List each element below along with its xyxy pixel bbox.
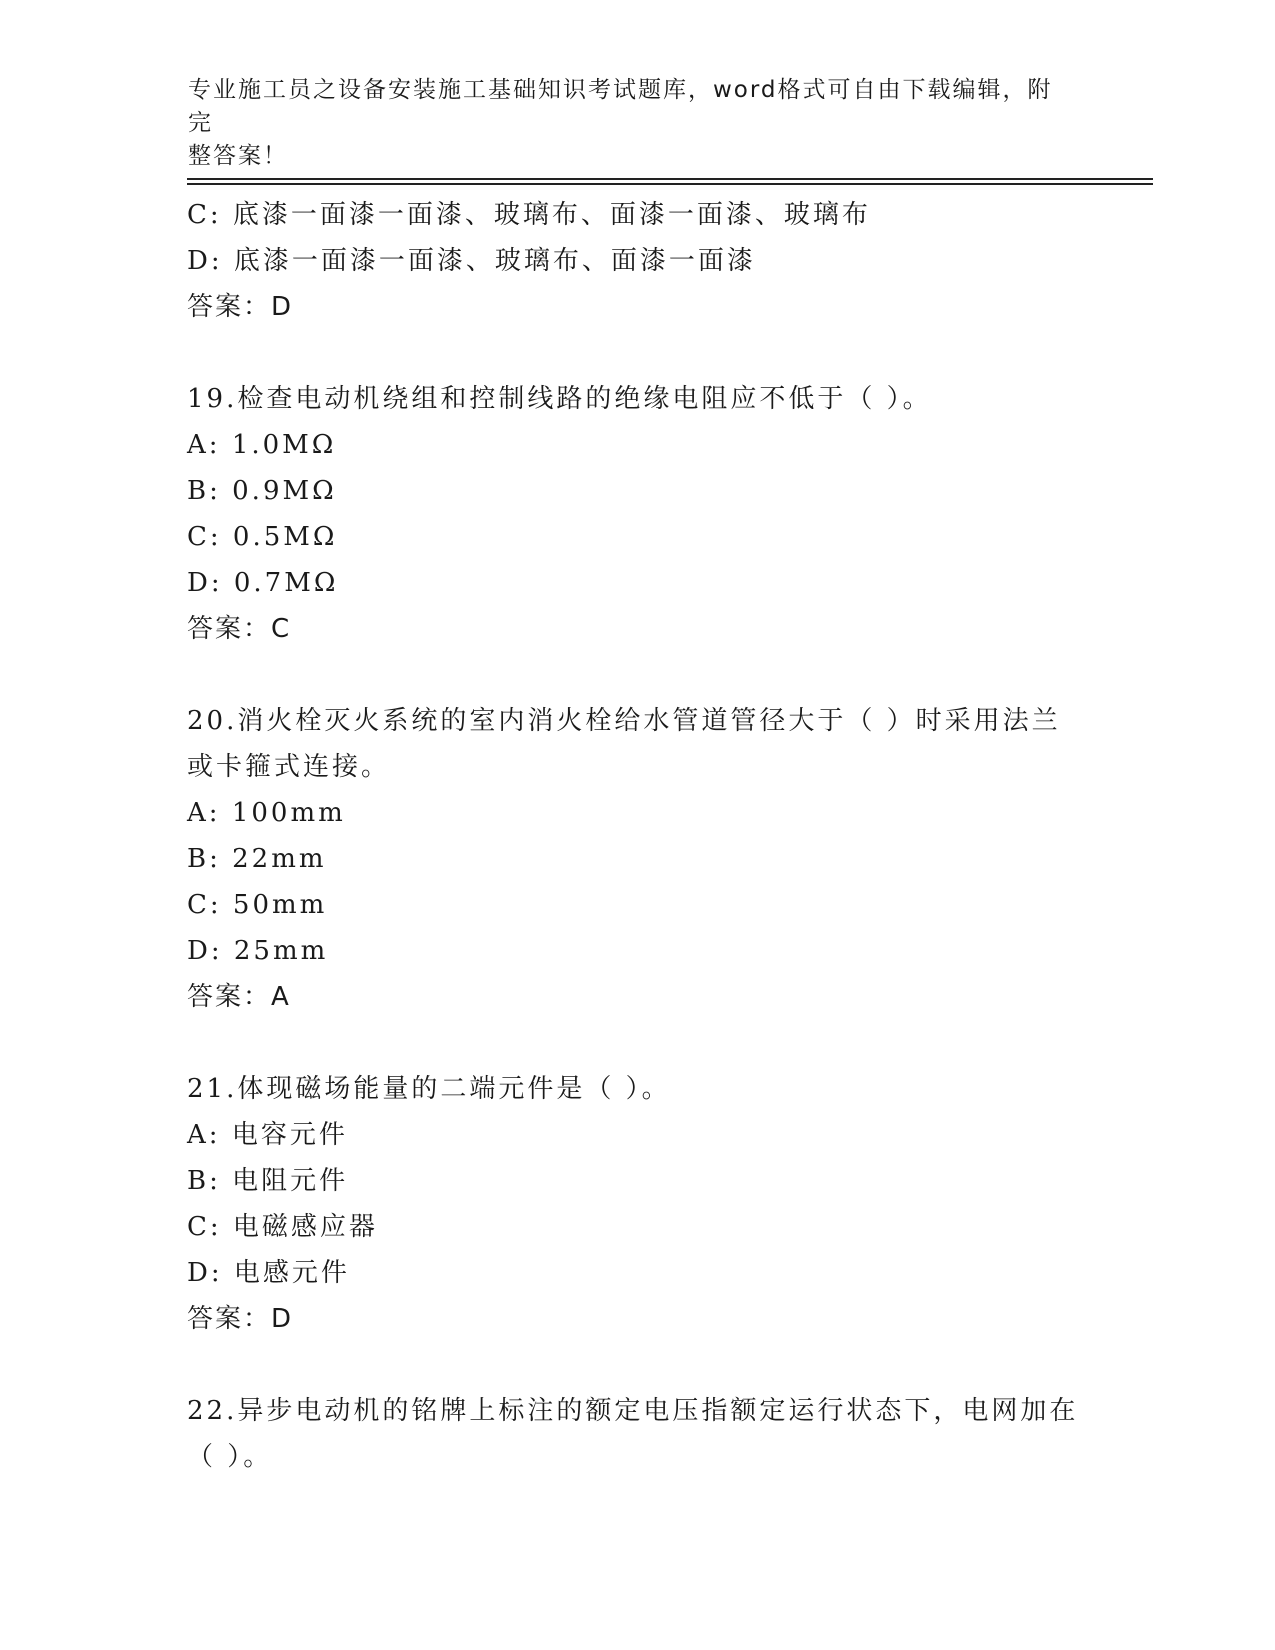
option-label: A: <box>187 1120 221 1150</box>
option-label: B: <box>187 1166 221 1196</box>
option-line <box>187 1158 1087 1204</box>
option-line <box>187 882 1087 928</box>
prev-question-block <box>187 192 1087 330</box>
option-text: 底漆一面漆一面漆、玻璃布、面漆一面漆 <box>233 246 756 276</box>
option-label: C: <box>187 522 222 552</box>
option-text: 电感元件 <box>233 1258 350 1288</box>
option-label: D: <box>187 936 223 966</box>
option-label: C: <box>187 200 222 230</box>
option-line <box>187 836 1087 882</box>
option-text: 0.9MΩ <box>232 476 337 506</box>
option-text: 22mm <box>232 844 327 874</box>
answer-line: 答案：D <box>187 292 294 322</box>
question-stem: 21.体现磁场能量的二端元件是（ ）。 <box>187 1074 671 1104</box>
question-stem-continued: 或卡箍式连接。 <box>187 752 391 782</box>
answer-line: 答案：D <box>187 1304 294 1334</box>
header-divider-top <box>187 178 1153 180</box>
option-text: 电容元件 <box>231 1120 348 1150</box>
option-label: A: <box>187 430 221 460</box>
option-label: A: <box>187 798 221 828</box>
spacer <box>187 652 1087 698</box>
option-text: 电阻元件 <box>232 1166 349 1196</box>
spacer <box>187 330 1087 376</box>
option-text: 电磁感应器 <box>232 1212 378 1242</box>
option-label: D: <box>187 1258 223 1288</box>
question-block-21 <box>187 1066 1087 1342</box>
option-line <box>187 514 1087 560</box>
option-text: 50mm <box>232 890 328 920</box>
spacer <box>187 1020 1087 1066</box>
question-stem: 22.异步电动机的铭牌上标注的额定电压指额定运行状态下，电网加在 <box>187 1396 1079 1426</box>
question-stem: 20.消火栓灭火系统的室内消火栓给水管道管径大于（ ）时采用法兰 <box>187 706 1061 736</box>
option-line <box>187 1250 1087 1296</box>
option-text: 1.0MΩ <box>231 430 337 460</box>
answer-line: 答案：C <box>187 614 292 644</box>
question-block-22 <box>187 1388 1087 1480</box>
document-header <box>188 74 1068 173</box>
option-line <box>187 790 1087 836</box>
question-block-20 <box>187 698 1087 1020</box>
question-stem-continued: （ ）。 <box>187 1442 273 1472</box>
question-list <box>187 192 1087 1480</box>
answer-line: 答案：A <box>187 982 291 1012</box>
question-block-19 <box>187 376 1087 652</box>
option-line <box>187 560 1087 606</box>
option-line <box>187 1112 1087 1158</box>
option-label: C: <box>187 1212 222 1242</box>
option-label: C: <box>187 890 222 920</box>
option-text: 0.5MΩ <box>232 522 338 552</box>
option-label: B: <box>187 844 221 874</box>
option-line <box>187 422 1087 468</box>
option-text: 25mm <box>233 936 329 966</box>
option-label: B: <box>187 476 221 506</box>
option-line <box>187 928 1087 974</box>
header-line-2: 整答案！ <box>188 143 288 169</box>
option-line <box>187 468 1087 514</box>
option-label: D: <box>187 568 223 598</box>
spacer <box>187 1342 1087 1388</box>
question-stem: 19.检查电动机绕组和控制线路的绝缘电阻应不低于（ ）。 <box>187 384 932 414</box>
option-line <box>187 1204 1087 1250</box>
option-line <box>187 192 1087 238</box>
option-label: D: <box>187 246 223 276</box>
option-text: 0.7MΩ <box>233 568 339 598</box>
option-text: 100mm <box>231 798 346 828</box>
header-divider-bottom <box>187 183 1153 185</box>
option-text: 底漆一面漆一面漆、玻璃布、面漆一面漆、玻璃布 <box>232 200 871 230</box>
header-line-1: 专业施工员之设备安装施工基础知识考试题库，word格式可自由下载编辑，附完 <box>188 77 1053 136</box>
option-line <box>187 238 1087 284</box>
